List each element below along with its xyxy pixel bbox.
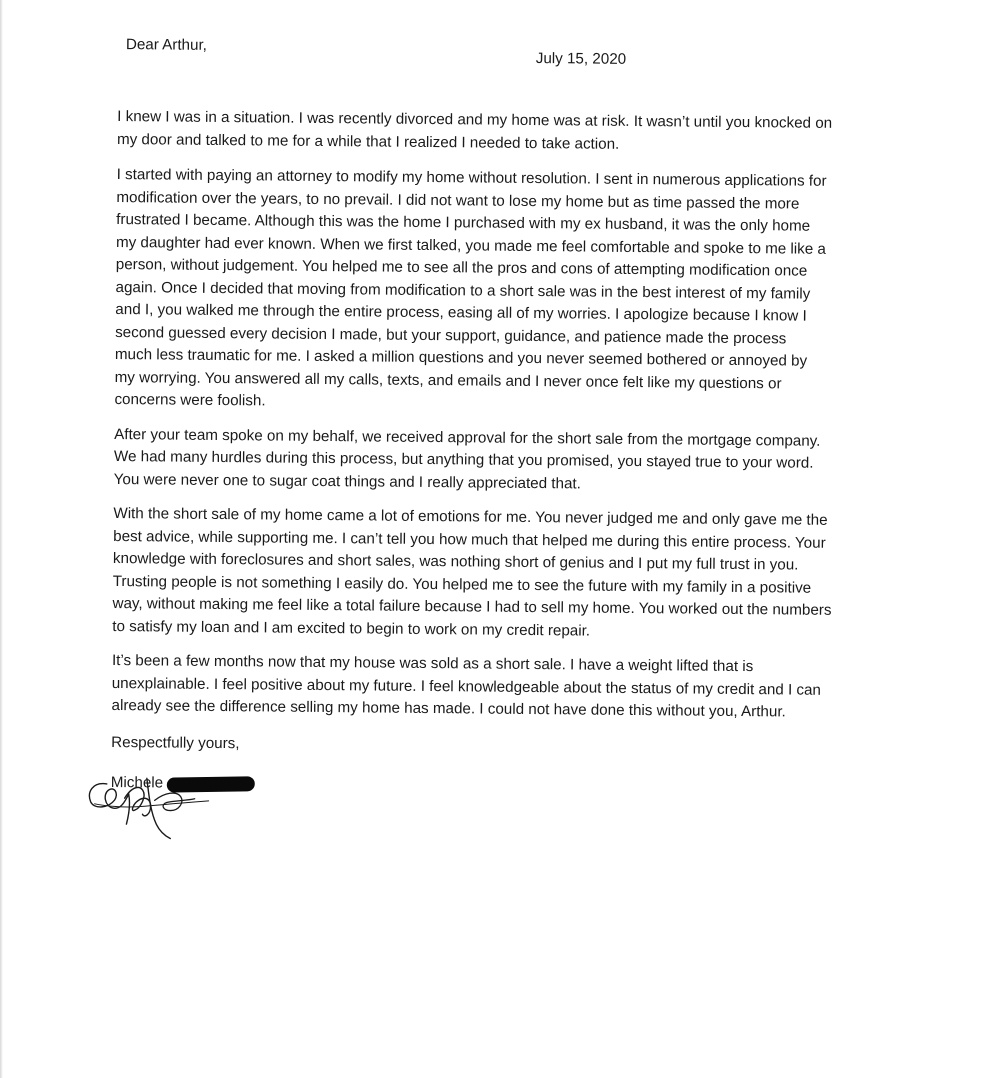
paragraph-3: After your team spoke on my behalf, we received approval for the short sale from the mortgage company. We had many hurdles during this process, but anything that you promised, you stayed true to your word. You were never one to sugar coat things and I really appreciated that.: [113, 425, 821, 492]
letter-body: [110, 34, 854, 851]
paragraph-5: It’s been a few months now that my house was sold as a short sale. I have a weight lifted that is unexplainable. I feel positive about my future. I feel knowledgeable about the status of my credit and I can already see the difference selling my home has made. I could not have done this without you, Arthur.: [111, 651, 822, 721]
scan-edge-shadow: [0, 0, 3, 1078]
signer-name: Michele: [110, 773, 164, 792]
redaction-bar: [167, 776, 255, 792]
paragraph-4: With the short sale of my home came a lot of emotions for me. You never judged me and only gave me the best advice, while supporting me. I can’t tell you how much that helped me during this entire process. Your knowledge with foreclosures and short sales, was nothing short of genius and I put my full trust in you. Trusting people is not something I easily do. You helped me to see the future with my family in a positive way, without making me feel like a total failure because I had to sell my home. You worked out the numbers to satisfy my loan and I am excited to begin to work on my credit repair.: [112, 504, 832, 640]
paragraph-1: I knew I was in a situation. I was recently divorced and my home was at risk. It wasn’t until you knocked on my door and talked to me for a while that I realized I needed to take action.: [116, 107, 833, 153]
letter-header: [118, 34, 854, 81]
letter-date: July 15, 2020: [535, 50, 627, 68]
signature-block: [110, 764, 847, 851]
salutation: Dear Arthur,: [125, 36, 208, 54]
closing: Respectfully yours,: [111, 733, 240, 752]
paragraph-2: I started with paying an attorney to modify my home without resolution. I sent in numerous applications for modification over the years, to no prevail. I did not want to lose my home but as time passed the more frustrated I became. Although this was the home I purchased with my ex husband, it was the only home my daughter had ever known. When we first talked, you made me feel comfortable and spoke to me like a person, without judgement. You helped me to see all the pros and cons of attempting modification once again. Once I decided that moving from modification to a short sale was in the best interest of my family and I, you walked me through the entire process, easing all of my worries. I apologize because I know I second guessed every decision I made, but your support, guidance, and patience made the process much less traumatic for me. I asked a million questions and you never seemed bothered or annoyed by my worrying. You answered all my calls, texts, and emails and I never once felt like my questions or concerns were foolish.: [114, 165, 827, 410]
